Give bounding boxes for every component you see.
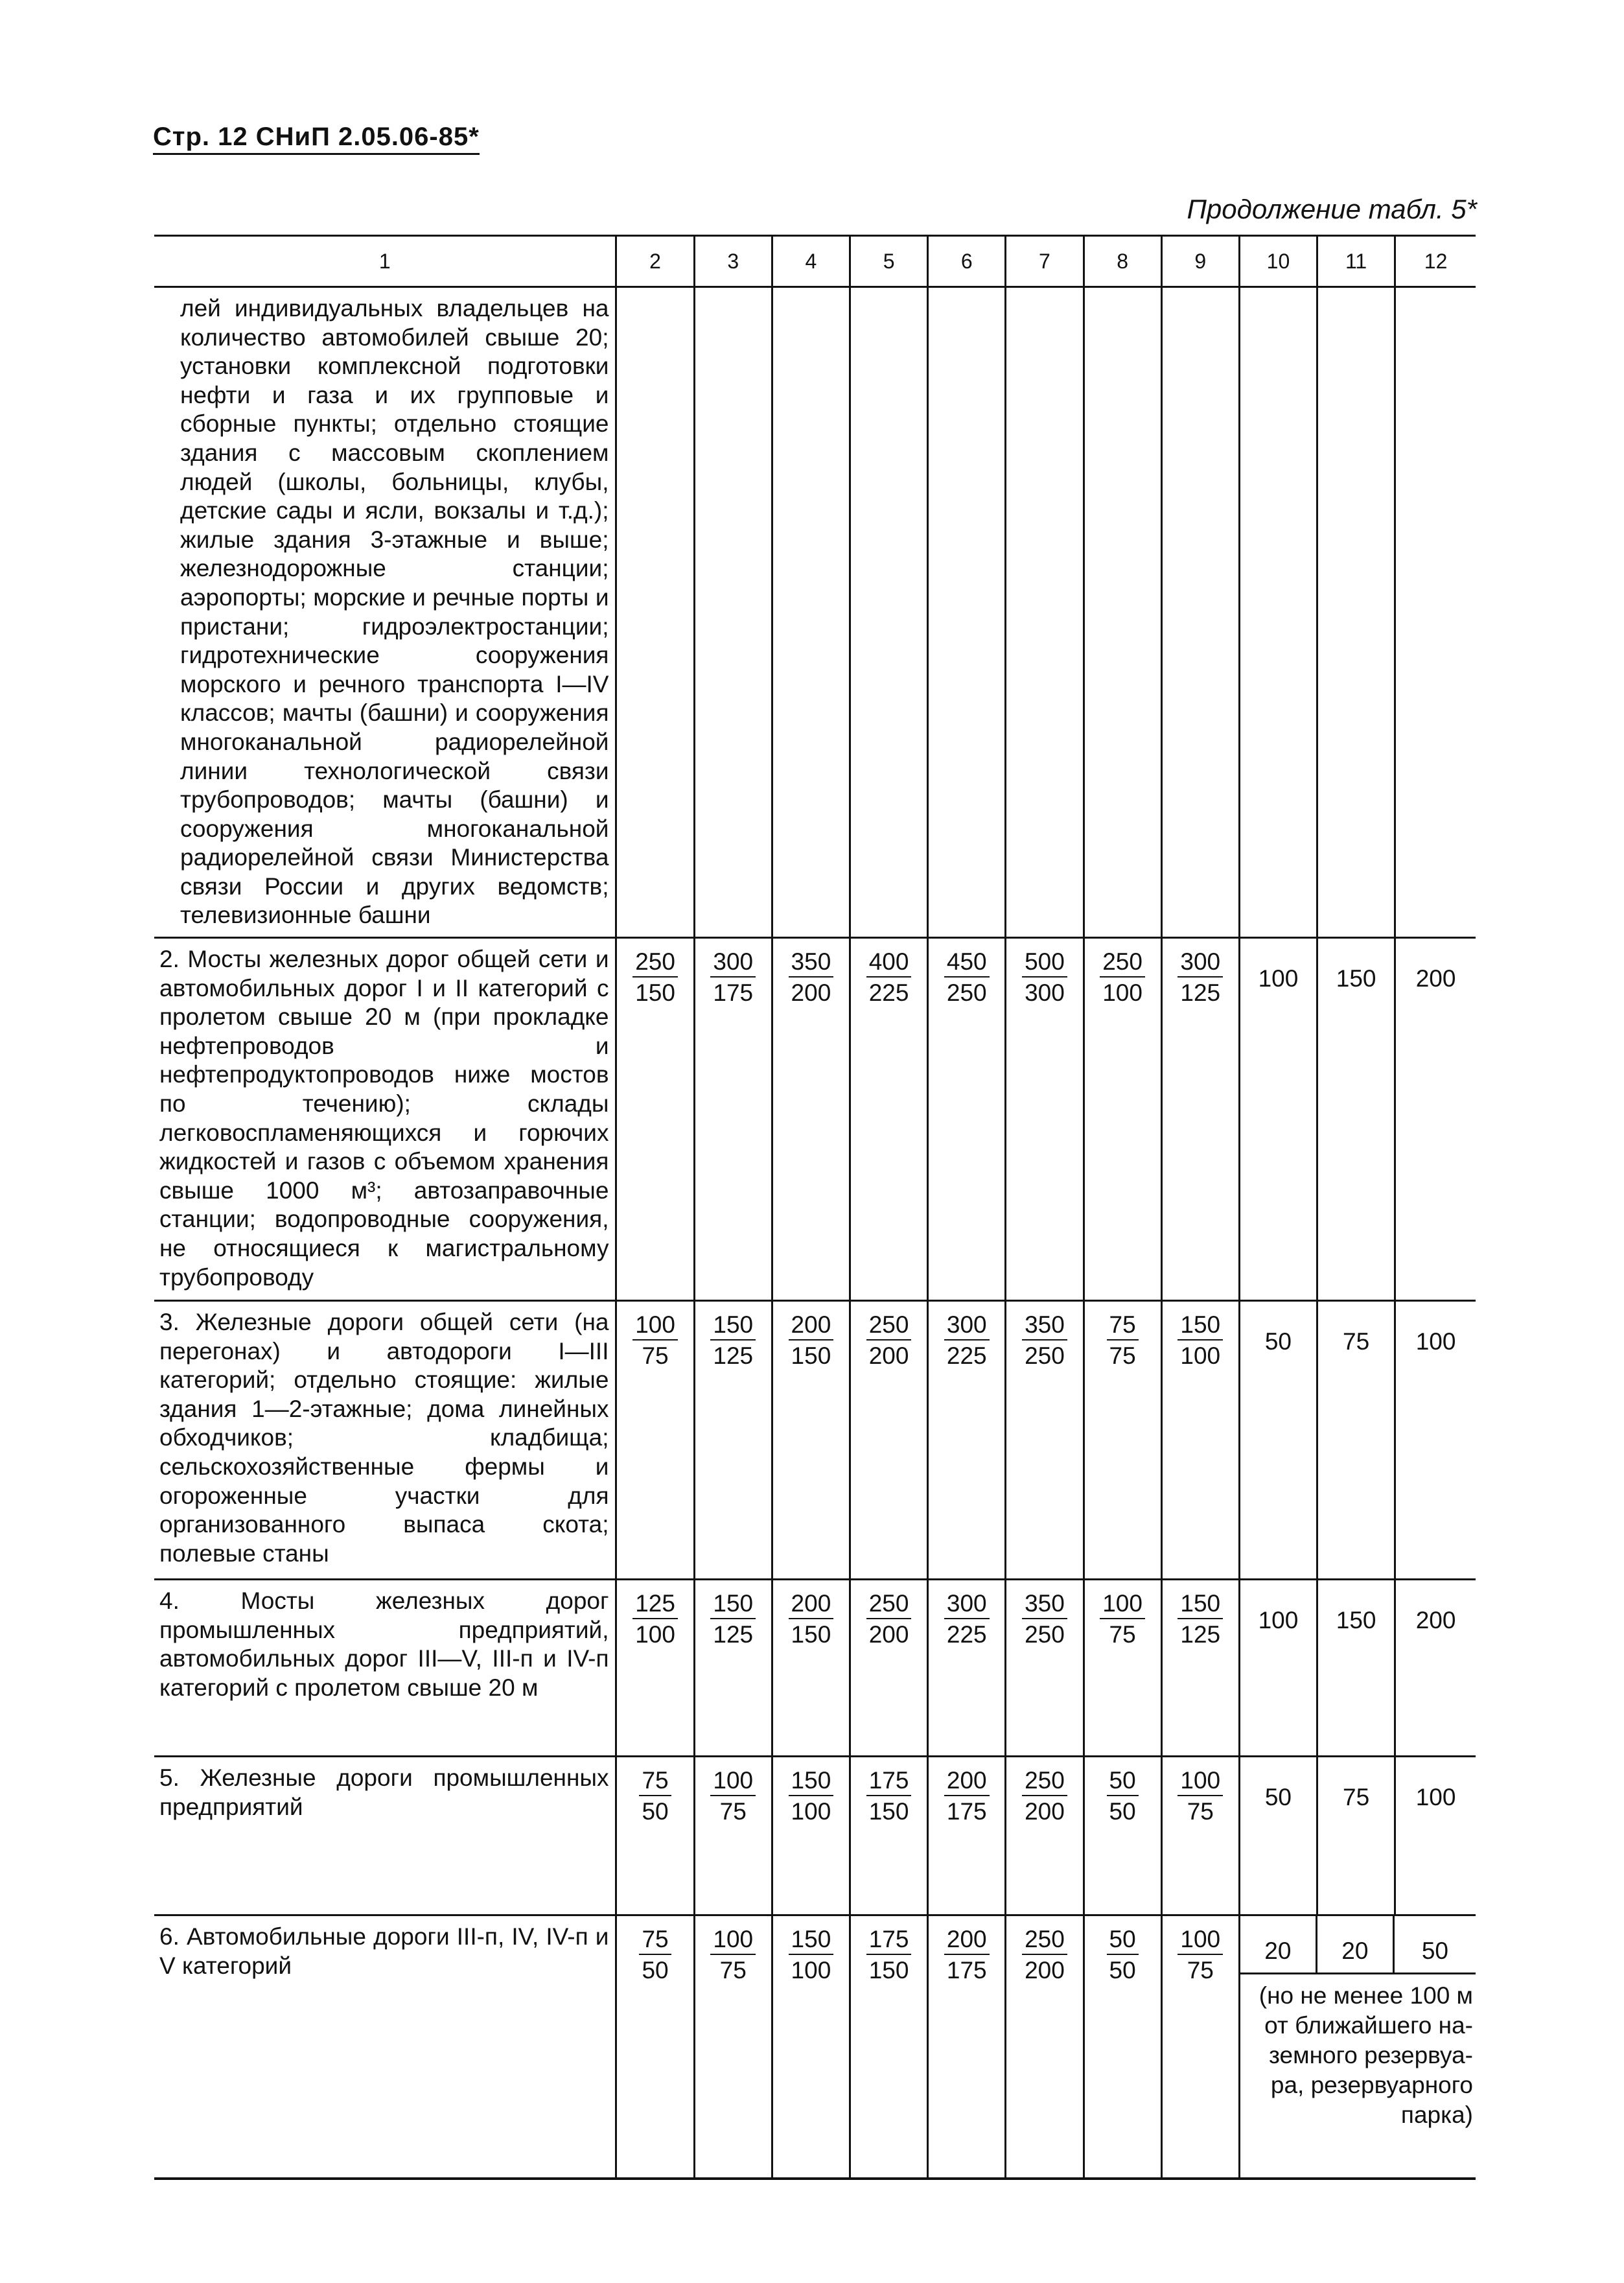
empty-cell	[694, 287, 772, 938]
fraction-numerator: 500	[1022, 948, 1067, 978]
fraction-cell	[772, 1757, 850, 1915]
fraction-denominator: 150	[868, 1957, 909, 1984]
value-text: 100	[1415, 1784, 1456, 1811]
fraction-numerator: 50	[1107, 1925, 1139, 1955]
column-header-7: 7	[1006, 236, 1084, 287]
fraction-denominator: 100	[791, 1798, 831, 1825]
column-header-3: 3	[694, 236, 772, 287]
fraction-denominator: 75	[642, 1342, 669, 1370]
row-description	[154, 1301, 616, 1580]
row-description-text: 2. Мосты железных дорог общей сети и автомобильных дорог I и II категорий с пролетом свыше 20 м (при прокладке нефтепроводов и нефтепродуктопроводов ниже мостов по течению); склады легковоспламеняющихся и горючих жидкостей и газов с объемом хранения свыше 1000 м³; автозаправочные станции; водопроводные сооружения, не относящиеся к магистральному трубопроводу	[159, 946, 609, 1291]
fraction-cell	[1161, 938, 1239, 1301]
table-row	[154, 1757, 1476, 1915]
column-header-1: 1	[154, 236, 616, 287]
fraction-cell	[1161, 1915, 1239, 2179]
row-description	[154, 938, 616, 1301]
fraction-cell	[1006, 1757, 1084, 1915]
value-cell-c12	[1395, 1580, 1476, 1757]
value-cell-c10	[1239, 1580, 1317, 1757]
table-row	[154, 1580, 1476, 1757]
fraction-numerator: 300	[710, 948, 756, 978]
table-row-continued	[154, 287, 1476, 938]
value-cell-c11	[1317, 1580, 1395, 1757]
fraction-denominator: 200	[868, 1621, 909, 1648]
fraction-denominator: 225	[868, 979, 909, 1007]
note-line: (но не менее 100 м	[1259, 1982, 1473, 2009]
fraction-numerator: 300	[944, 1311, 990, 1341]
fraction-numerator: 100	[632, 1311, 678, 1341]
fraction-numerator: 350	[1022, 1589, 1067, 1619]
fraction-denominator: 225	[946, 1342, 987, 1370]
row-description-text: 4. Мосты железных дорог промышленных предприятий, автомобильных дорог III—V, III-п и IV-п категорий с пролетом свыше 20 м	[159, 1587, 609, 1701]
fraction-cell	[1084, 938, 1161, 1301]
fraction-cell	[694, 1915, 772, 2179]
fraction-denominator: 75	[1109, 1621, 1136, 1648]
fraction-cell	[1006, 938, 1084, 1301]
page-header: Стр. 12 СНиП 2.05.06-85*	[153, 122, 480, 155]
fraction-denominator: 200	[791, 979, 831, 1007]
row-description	[154, 287, 616, 938]
fraction-cell	[928, 1580, 1006, 1757]
fraction-cell	[928, 1757, 1006, 1915]
fraction-denominator: 75	[1187, 1798, 1214, 1825]
fraction-numerator: 200	[944, 1766, 990, 1796]
fraction-numerator: 200	[789, 1589, 834, 1619]
fraction-denominator: 125	[1180, 979, 1221, 1007]
fraction-cell	[694, 1301, 772, 1580]
fraction-denominator: 250	[1025, 1621, 1065, 1648]
value-text: 100	[1415, 1328, 1456, 1355]
fraction-cell	[616, 938, 694, 1301]
empty-cell	[616, 287, 694, 938]
empty-cell	[772, 287, 850, 938]
value-box-c10: 20	[1240, 1916, 1317, 1974]
fraction-cell	[694, 1580, 772, 1757]
fraction-denominator: 75	[1187, 1957, 1214, 1984]
fraction-cell	[1084, 1580, 1161, 1757]
note-line: ра, резервуарного	[1270, 2072, 1473, 2099]
value-cell-c11	[1317, 938, 1395, 1301]
value-cell-c12	[1395, 938, 1476, 1301]
value-cell-c10	[1239, 1301, 1317, 1580]
fraction-denominator: 175	[946, 1798, 987, 1825]
fraction-cell	[1161, 1580, 1239, 1757]
fraction-numerator: 300	[1177, 948, 1223, 978]
table-row	[154, 1915, 1476, 2179]
fraction-denominator: 175	[713, 979, 754, 1007]
fraction-cell	[850, 938, 928, 1301]
fraction-numerator: 100	[1100, 1589, 1145, 1619]
fraction-denominator: 75	[1109, 1342, 1136, 1370]
fraction-numerator: 250	[1022, 1925, 1067, 1955]
fraction-cell	[1084, 1915, 1161, 2179]
fraction-denominator: 100	[1180, 1342, 1221, 1370]
fraction-denominator: 75	[719, 1957, 747, 1984]
fraction-denominator: 150	[791, 1621, 831, 1648]
distance-table	[154, 235, 1476, 2180]
fraction-denominator: 50	[1109, 1798, 1136, 1825]
fraction-cell	[928, 1915, 1006, 2179]
fraction-numerator: 250	[1022, 1766, 1067, 1796]
fraction-denominator: 100	[635, 1621, 675, 1648]
row-description-text: 5. Железные дороги промышленных предприятий	[159, 1764, 609, 1820]
fraction-cell	[616, 1915, 694, 2179]
column-header-9: 9	[1161, 236, 1239, 287]
fraction-cell	[1161, 1757, 1239, 1915]
fraction-numerator: 100	[710, 1766, 756, 1796]
value-text: 200	[1415, 965, 1456, 992]
fraction-numerator: 75	[639, 1925, 671, 1955]
fraction-numerator: 250	[866, 1589, 912, 1619]
fraction-numerator: 400	[866, 948, 912, 978]
value-grid	[1240, 1916, 1476, 1974]
value-text: 150	[1336, 965, 1376, 992]
fraction-cell	[616, 1301, 694, 1580]
empty-cell	[1395, 287, 1476, 938]
column-header-6: 6	[928, 236, 1006, 287]
fraction-denominator: 50	[642, 1957, 669, 1984]
value-text: 75	[1343, 1784, 1370, 1811]
continued-text: лей индивидуальных владельцев на количество автомобилей свыше 20; установки комплексной подготовки нефти и газа и их групповые и сборные пункты; отдельно стоящие здания с массовым скоплением людей (школы, больницы, клубы, детские сады и ясли, вокзалы и т.д.); жилые здания 3-этажные и выше; железнодорожные станции; аэропорты; морские и речные порты и пристани; гидроэлектростанции; гидротехнические сооружения морского и речного транспорта I—IV классов; мачты (башни) и сооружения многоканальной радиорелейной линии технологической связи трубопроводов; мачты (башни) и сооружения многоканальной радиорелейной связи Министерства связи России и других ведомств; телевизионные башни	[180, 295, 609, 929]
fraction-denominator: 100	[791, 1957, 831, 1984]
fraction-denominator: 125	[713, 1342, 754, 1370]
fraction-denominator: 150	[635, 979, 675, 1007]
column-header-11: 11	[1317, 236, 1395, 287]
value-cell-c12	[1395, 1757, 1476, 1915]
fraction-denominator: 100	[1102, 979, 1143, 1007]
fraction-numerator: 150	[789, 1766, 834, 1796]
fraction-cell	[928, 1301, 1006, 1580]
fraction-cell	[616, 1580, 694, 1757]
table-continuation-caption: Продолжение табл. 5*	[1187, 194, 1477, 224]
note-line: земного резервуа-	[1269, 2042, 1473, 2069]
fraction-numerator: 100	[710, 1925, 756, 1955]
fraction-cell	[1006, 1580, 1084, 1757]
value-cell-c11	[1317, 1301, 1395, 1580]
fraction-cell	[772, 1580, 850, 1757]
value-cell-c12	[1395, 1301, 1476, 1580]
fraction-numerator: 50	[1107, 1766, 1139, 1796]
fraction-numerator: 150	[710, 1311, 756, 1341]
fraction-denominator: 175	[946, 1957, 987, 1984]
value-text: 50	[1264, 1328, 1292, 1355]
fraction-numerator: 75	[639, 1766, 671, 1796]
table-row	[154, 1301, 1476, 1580]
fraction-cell	[694, 938, 772, 1301]
note-line: парка)	[1400, 2102, 1473, 2129]
fraction-numerator: 300	[944, 1589, 990, 1619]
fraction-cell	[772, 938, 850, 1301]
fraction-denominator: 250	[946, 979, 987, 1007]
fraction-numerator: 150	[710, 1589, 756, 1619]
value-box-c12: 50	[1395, 1916, 1476, 1974]
empty-cell	[1239, 287, 1317, 938]
row-description	[154, 1580, 616, 1757]
fraction-numerator: 150	[1177, 1589, 1223, 1619]
empty-cell	[1161, 287, 1239, 938]
empty-cell	[1317, 287, 1395, 938]
value-text: 100	[1258, 1607, 1299, 1634]
fraction-numerator: 350	[1022, 1311, 1067, 1341]
fraction-cell	[1006, 1915, 1084, 2179]
fraction-numerator: 100	[1177, 1925, 1223, 1955]
fraction-numerator: 150	[1177, 1311, 1223, 1341]
value-text: 150	[1336, 1607, 1376, 1634]
fraction-cell	[1084, 1757, 1161, 1915]
fraction-numerator: 450	[944, 948, 990, 978]
table-header-row	[154, 236, 1476, 287]
fraction-denominator: 125	[713, 1621, 754, 1648]
fraction-numerator: 250	[1100, 948, 1145, 978]
fraction-cell	[1161, 1301, 1239, 1580]
value-cell-c10	[1239, 938, 1317, 1301]
value-text: 200	[1415, 1607, 1456, 1634]
fraction-denominator: 200	[1025, 1957, 1065, 1984]
fraction-numerator: 75	[1107, 1311, 1139, 1341]
table-row	[154, 938, 1476, 1301]
fraction-denominator: 75	[719, 1798, 747, 1825]
fraction-numerator: 100	[1177, 1766, 1223, 1796]
fraction-denominator: 150	[791, 1342, 831, 1370]
column-header-4: 4	[772, 236, 850, 287]
value-text: 50	[1264, 1784, 1292, 1811]
fraction-denominator: 50	[1109, 1957, 1136, 1984]
fraction-numerator: 125	[632, 1589, 678, 1619]
fraction-denominator: 225	[946, 1621, 987, 1648]
fraction-numerator: 150	[789, 1925, 834, 1955]
fraction-cell	[850, 1915, 928, 2179]
fraction-cell	[850, 1580, 928, 1757]
column-header-12: 12	[1395, 236, 1476, 287]
empty-cell	[850, 287, 928, 938]
fraction-numerator: 175	[866, 1766, 912, 1796]
row-description-text: 3. Железные дороги общей сети (на перегонах) и автодороги I—III категорий; отдельно стоящие: жилые здания 1—2-этажные; дома линейных обходчиков; кладбища; сельскохозяйственные фермы и огороженные участки для организованного выпаса скота; полевые станы	[159, 1309, 609, 1567]
fraction-cell	[616, 1757, 694, 1915]
merged-value-cell	[1239, 1915, 1476, 2179]
fraction-denominator: 200	[1025, 1798, 1065, 1825]
fraction-cell	[1084, 1301, 1161, 1580]
fraction-numerator: 200	[789, 1311, 834, 1341]
column-header-2: 2	[616, 236, 694, 287]
distance-note	[1240, 1974, 1476, 2130]
row-description	[154, 1757, 616, 1915]
fraction-denominator: 150	[868, 1798, 909, 1825]
row-description	[154, 1915, 616, 2179]
note-line: от ближайшего на-	[1264, 2012, 1473, 2039]
fraction-cell	[928, 938, 1006, 1301]
fraction-denominator: 250	[1025, 1342, 1065, 1370]
fraction-numerator: 175	[866, 1925, 912, 1955]
value-text: 75	[1343, 1328, 1370, 1355]
empty-cell	[1084, 287, 1161, 938]
fraction-denominator: 50	[642, 1798, 669, 1825]
value-cell-c11	[1317, 1757, 1395, 1915]
fraction-numerator: 350	[789, 948, 834, 978]
column-header-10: 10	[1239, 236, 1317, 287]
value-cell-c10	[1239, 1757, 1317, 1915]
fraction-cell	[850, 1757, 928, 1915]
fraction-numerator: 200	[944, 1925, 990, 1955]
empty-cell	[928, 287, 1006, 938]
fraction-cell	[694, 1757, 772, 1915]
fraction-cell	[772, 1301, 850, 1580]
column-header-8: 8	[1084, 236, 1161, 287]
fraction-denominator: 300	[1025, 979, 1065, 1007]
fraction-denominator: 200	[868, 1342, 909, 1370]
fraction-numerator: 250	[866, 1311, 912, 1341]
fraction-numerator: 250	[632, 948, 678, 978]
column-header-5: 5	[850, 236, 928, 287]
fraction-denominator: 125	[1180, 1621, 1221, 1648]
empty-cell	[1006, 287, 1084, 938]
fraction-cell	[850, 1301, 928, 1580]
value-box-c11: 20	[1317, 1916, 1395, 1974]
row-description-text: 6. Автомобильные дороги III-п, IV, IV-п и V категорий	[159, 1923, 609, 1979]
value-text: 100	[1258, 965, 1299, 992]
fraction-cell	[1006, 1301, 1084, 1580]
fraction-cell	[772, 1915, 850, 2179]
